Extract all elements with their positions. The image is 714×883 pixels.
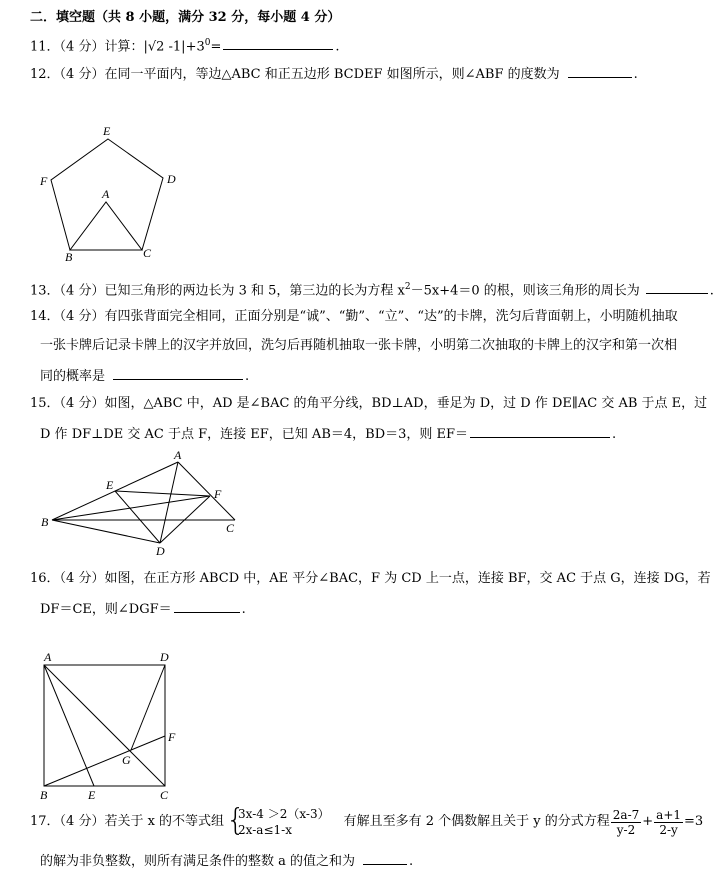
q16-line-2-text: DF＝CE，则∠DGF＝ [40, 602, 172, 617]
label-B: B [40, 788, 48, 802]
label-C: C [160, 788, 169, 802]
q17-eq3: =3 [684, 814, 704, 829]
q13-end: . [709, 283, 714, 299]
label-B: B [65, 250, 73, 264]
q11-end: . [335, 39, 340, 55]
label-A: A [174, 448, 182, 462]
q16-end: . [241, 602, 246, 617]
q13-text-a: 13．（4 分）已知三角形的两边长为 3 和 5，第三边的长为方程 x [30, 283, 405, 299]
fraction-2-denominator: 2-y [659, 822, 678, 837]
inequality-1: 3x-4 ＞2（x-3） [238, 807, 330, 821]
q17-plus: + [642, 814, 654, 829]
segment-bf [44, 736, 165, 786]
q11-expression: |√2 -1|+3 [143, 39, 205, 55]
label-E: E [106, 478, 114, 492]
q13-text-b: －5x+4＝0 的根，则该三角形的周长为 [410, 283, 640, 299]
q17-text-a: 17．（4 分）若关于 x 的不等式组 [30, 814, 225, 829]
segment-dg [131, 665, 165, 750]
answer-blank-17[interactable] [363, 851, 407, 865]
q14-line-2: 一张卡牌后记录卡牌上的汉字并放回，洗匀后再随机抽取一张卡牌，小明第二次抽取的卡牌上的汉字和第一次相 [40, 338, 678, 353]
fraction-2 [654, 808, 683, 837]
q15-line-1: 15．（4 分）如图，△ABC 中，AD 是∠BAC 的角平分线，BD⊥AD，垂足为 D，过 D 作 DE∥AC 交 AB 于点 E，过 [30, 396, 708, 411]
inequality-system [226, 803, 330, 838]
q17-end: . [409, 854, 414, 869]
label-C: C [143, 246, 152, 260]
fraction-2-numerator: a+1 [656, 807, 682, 822]
q17-text-b: 有解且至多有 2 个偶数解且关于 y 的分式方程 [343, 814, 610, 829]
q15-end: . [612, 427, 617, 442]
fraction-1-numerator: 2a-7 [612, 807, 640, 822]
label-A: A [102, 187, 110, 201]
label-D: D [160, 650, 169, 664]
q15-line-2-text: D 作 DF⊥DE 交 AC 于点 F，连接 EF，已知 AB＝4，BD＝3，则 EF＝ [40, 427, 469, 442]
q17-line-2 [40, 851, 413, 871]
q14-line-1: 14．（4 分）有四张背面完全相同，正面分别是“诚”、“勤”、“立”、“达”的卡牌，洗匀后背面朝上，小明随机抽取 [30, 309, 678, 324]
section-title: 二．填空题（共 8 小题，满分 32 分，每小题 4 分） [30, 10, 341, 25]
label-B: B [41, 515, 49, 529]
q17-line-2-text: 的解为非负整数，则所有满足条件的整数 a 的值之和为 [40, 854, 356, 869]
label-A: A [44, 650, 52, 664]
label-F: F [168, 730, 176, 744]
q13-sup: 2 [404, 282, 411, 292]
q16-line-1: 16．（4 分）如图，在正方形 ABCD 中，AE 平分∠BAC，F 为 CD 上一点，连接 BF，交 AC 于点 G，连接 DG，若 [30, 571, 711, 586]
question-17 [30, 803, 704, 838]
inequality-2: 2x-a≤1-x [238, 823, 292, 837]
brace-icon: { [226, 803, 246, 838]
fraction-1-denominator: y-2 [616, 822, 636, 837]
label-C: C [226, 521, 235, 535]
q11-exponent: 0 [204, 38, 211, 48]
q12-end: . [633, 67, 638, 82]
label-D: D [167, 172, 176, 186]
segment-ae [44, 665, 94, 786]
q14-end: . [245, 369, 250, 384]
label-G: G [122, 753, 131, 767]
label-E: E [88, 788, 96, 802]
q12-text: 12．（4 分）在同一平面内，等边△ABC 和正五边形 BCDEF 如图所示，则∠ABF 的度数为 [30, 67, 560, 82]
label-E: E [103, 124, 111, 138]
label-D: D [156, 544, 165, 558]
q11-number: 11．（4 分）计算： [30, 39, 144, 55]
diagonal-ac [44, 665, 165, 786]
q14-line-3-text: 同的概率是 [40, 369, 106, 384]
q11-equals: = [210, 39, 222, 55]
label-F: F [40, 174, 48, 188]
label-F: F [214, 487, 222, 501]
fraction-1 [611, 808, 641, 837]
